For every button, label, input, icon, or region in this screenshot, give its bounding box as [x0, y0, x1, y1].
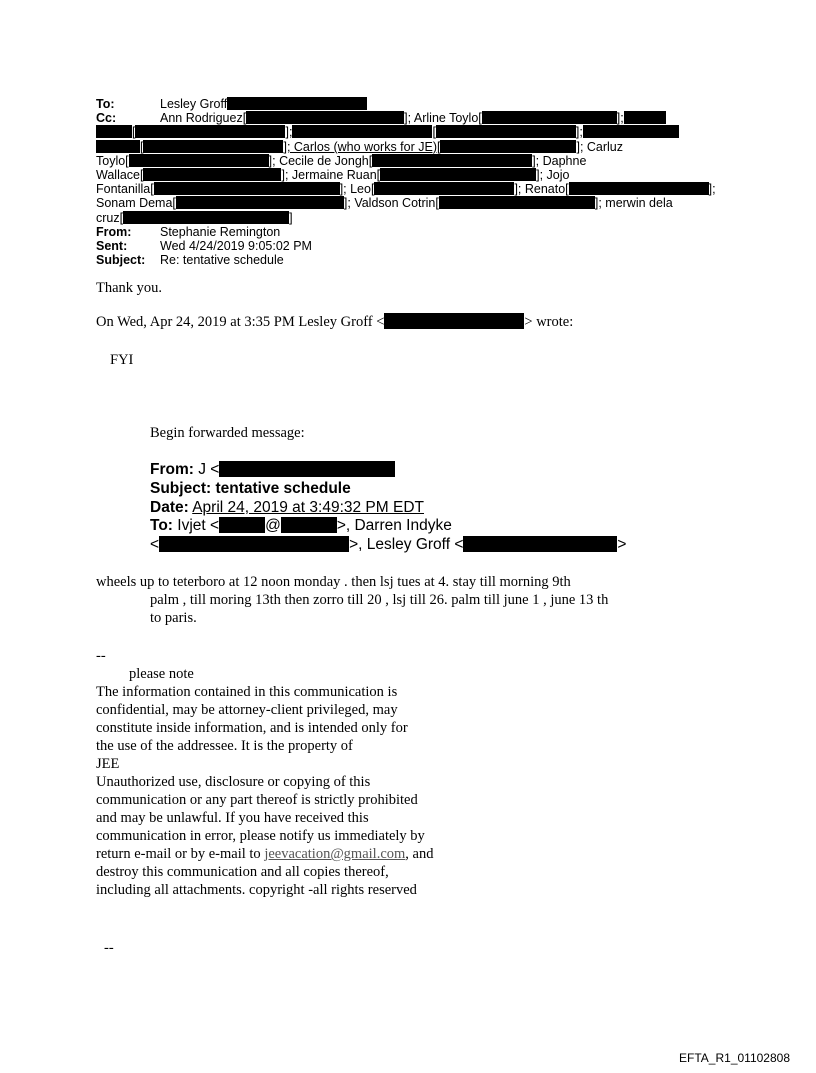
cc-line-1: [160, 111, 666, 125]
schedule-line-3: to paris.: [150, 610, 197, 626]
fwd-to-label: To:: [150, 517, 173, 534]
fwd-to-text: >: [617, 536, 627, 553]
redaction: [380, 168, 536, 181]
cc-line-7: [96, 196, 673, 210]
cc-text: [: [140, 140, 144, 154]
redaction: [143, 140, 283, 153]
cc-text: ]; Jermaine Ruan[: [281, 168, 381, 182]
subject-value: Re: tentative schedule: [160, 253, 284, 267]
sent-value: Wed 4/24/2019 9:05:02 PM: [160, 239, 312, 253]
sent-label: Sent:: [96, 239, 128, 253]
fwd-date-label: Date:: [150, 499, 189, 516]
disclaimer-line: and may be unlawful. If you have received this: [96, 810, 369, 826]
cc-text: ]; Jojo: [536, 168, 570, 182]
disclaimer-line: destroy this communication and all copies thereof,: [96, 864, 389, 880]
fwd-to-line: [150, 517, 452, 535]
document-id: EFTA_R1_01102808: [679, 1051, 790, 1065]
redaction: [227, 97, 367, 110]
to-label: To:: [96, 97, 115, 111]
cc-line-3: [96, 140, 623, 154]
cc-text: ]; Arline Toylo[: [404, 111, 482, 125]
redaction: [384, 313, 524, 329]
redaction: [374, 182, 514, 195]
end-divider: --: [104, 940, 114, 956]
fwd-from-value: J <: [198, 461, 220, 478]
please-note: please note: [129, 666, 194, 682]
redaction: [135, 125, 285, 138]
redaction: [219, 517, 265, 533]
fwd-subject-value: tentative schedule: [215, 480, 351, 497]
cc-text: ]; merwin dela: [594, 196, 673, 210]
redaction: [129, 154, 269, 167]
fwd-to-text: >, Darren Indyke: [336, 517, 452, 534]
cc-text: ];: [616, 111, 624, 125]
redaction: [292, 125, 432, 138]
redaction: [159, 536, 349, 552]
cc-text: ]; Cecile de Jongh[: [268, 154, 373, 168]
cc-text: ];: [708, 182, 716, 196]
quote-intro: [96, 313, 573, 331]
redaction: [96, 125, 132, 138]
to-value: Lesley Groff: [160, 97, 228, 111]
redaction: [372, 154, 532, 167]
fwd-subject-line: [150, 480, 351, 498]
disclaimer-text: return e-mail or by e-mail to: [96, 846, 265, 862]
redaction: [569, 182, 709, 195]
quote-intro-text: > wrote:: [524, 314, 574, 330]
thanks-text: Thank you.: [96, 280, 163, 296]
fwd-subject-label: Subject:: [150, 480, 212, 497]
email-link[interactable]: jeevacation@gmail.com: [264, 846, 406, 862]
cc-text: ];: [575, 125, 583, 139]
cc-text: cruz[: [96, 211, 124, 225]
redaction: [463, 536, 617, 552]
fwd-from-line: [150, 461, 395, 479]
schedule-line-2: palm , till moring 13th then zorro till 20 , lsj till 26. palm till june 1 , june 13 th: [150, 592, 609, 608]
cc-label: Cc:: [96, 111, 117, 125]
disclaimer-line: JEE: [96, 756, 120, 772]
disclaimer-line: Unauthorized use, disclosure or copying of this: [96, 774, 371, 790]
cc-line-4: [96, 154, 586, 168]
subject-label: Subject:: [96, 253, 146, 267]
fyi-text: FYI: [110, 352, 134, 368]
disclaimer-line: constitute inside information, and is intended only for: [96, 720, 408, 736]
cc-text: ]; Daphne: [532, 154, 587, 168]
redaction: [439, 196, 595, 209]
disclaimer-line: [96, 846, 433, 863]
fwd-to-text: Ivjet <: [177, 517, 220, 534]
cc-text: Fontanilla[: [96, 182, 154, 196]
disclaimer-text: , and: [405, 846, 434, 862]
fwd-to-line-2: [150, 536, 626, 554]
fwd-to-text: >, Lesley Groff <: [349, 536, 464, 553]
redaction: [583, 125, 679, 138]
fwd-to-text: @: [265, 517, 281, 534]
disclaimer-line: communication or any part thereof is strictly prohibited: [96, 792, 418, 808]
cc-text: ]: [289, 211, 293, 225]
cc-line-8: [96, 211, 293, 225]
redaction: [281, 517, 337, 533]
cc-text: Sonam Dema[: [96, 196, 176, 210]
disclaimer-line: confidential, may be attorney-client privileged, may: [96, 702, 398, 718]
disclaimer-line: communication in error, please notify us immediately by: [96, 828, 425, 844]
redaction: [482, 111, 617, 124]
to-line: [160, 97, 367, 111]
redaction: [96, 140, 140, 153]
cc-text: ]; Carluz: [576, 140, 624, 154]
cc-line-5: [96, 168, 570, 182]
cc-line-2: [96, 125, 679, 139]
fwd-date-line: [150, 499, 424, 517]
quote-intro-text: On Wed, Apr 24, 2019 at 3:35 PM Lesley Groff <: [96, 314, 385, 330]
redaction: [123, 211, 289, 224]
disclaimer-line: The information contained in this communication is: [96, 684, 398, 700]
schedule-line-1: wheels up to teterboro at 12 noon monday . then lsj tues at 4. stay till morning 9th: [96, 574, 571, 590]
cc-text: Wallace[: [96, 168, 144, 182]
from-value: Stephanie Remington: [160, 225, 281, 239]
cc-text: ]; Renato[: [514, 182, 569, 196]
redaction: [143, 168, 281, 181]
fwd-date-value: April 24, 2019 at 3:49:32 PM EDT: [192, 499, 424, 516]
disclaimer-line: including all attachments. copyright -all rights reserved: [96, 882, 417, 898]
cc-text: [: [132, 125, 136, 139]
begin-forwarded: Begin forwarded message:: [150, 425, 305, 441]
redaction: [624, 111, 666, 124]
fwd-from-label: From:: [150, 461, 194, 478]
signature-divider: --: [96, 648, 106, 664]
cc-text: [: [432, 125, 436, 139]
redaction: [246, 111, 404, 124]
fwd-to-text: <: [150, 536, 160, 553]
redaction: [176, 196, 344, 209]
redaction: [219, 461, 395, 477]
from-label: From:: [96, 225, 132, 239]
disclaimer-line: the use of the addressee. It is the property of: [96, 738, 353, 754]
cc-text: ]; Valdson Cotrin[: [343, 196, 439, 210]
cc-text: ]; Carlos (who works for JE)[: [283, 140, 441, 154]
cc-text: Ann Rodriguez[: [160, 111, 247, 125]
cc-text: Toylo[: [96, 154, 129, 168]
cc-line-6: [96, 182, 716, 196]
redaction: [440, 140, 576, 153]
redaction: [154, 182, 340, 195]
redaction: [436, 125, 576, 138]
cc-text: ]; Leo[: [339, 182, 375, 196]
cc-text: ];: [285, 125, 293, 139]
